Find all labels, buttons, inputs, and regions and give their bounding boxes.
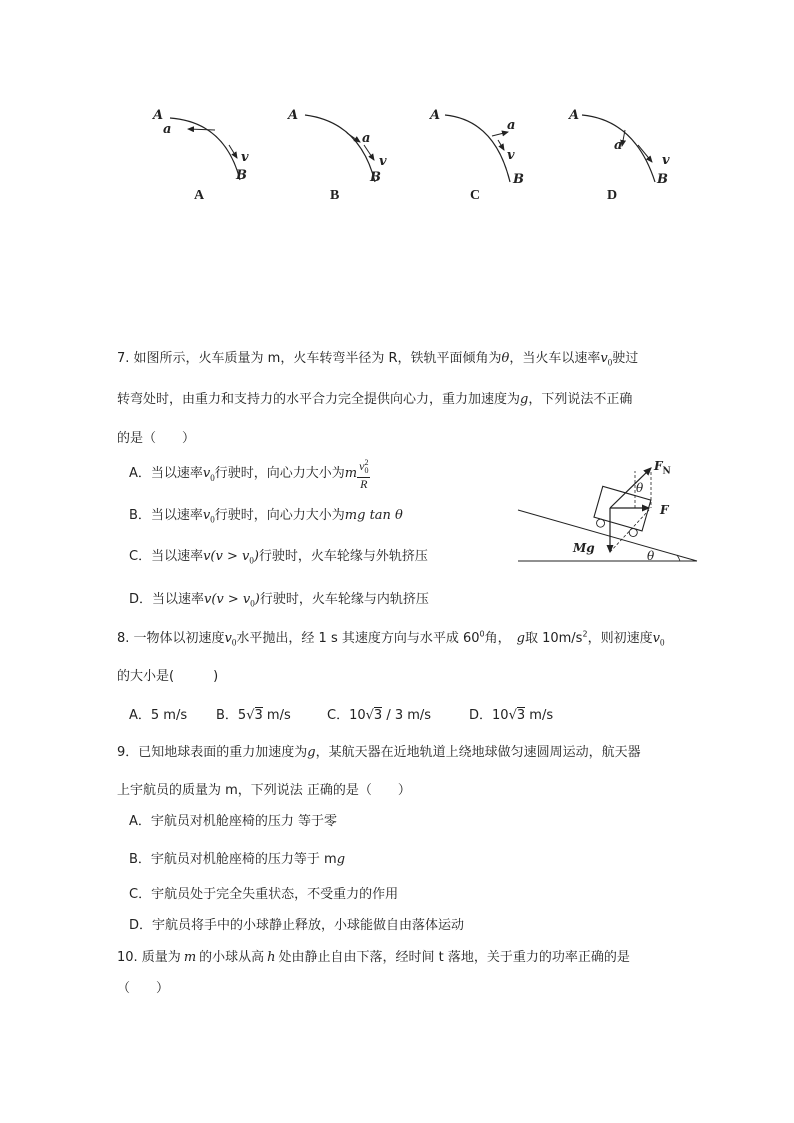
panel-a-end: B [236, 168, 247, 183]
q9-text: 9．已知地球表面的重力加速度为 [117, 745, 308, 760]
q7-option-d [129, 588, 429, 609]
q7-text: 驶过 [612, 351, 639, 366]
g-symbol: g [336, 852, 346, 867]
q8-line1 [117, 627, 664, 648]
q7-text: 转弯处时，由重力和支持力的水平合力完全提供向心力，重力加速度为 [117, 392, 521, 407]
panel-c-label: C [470, 188, 481, 203]
q9-option-b [129, 848, 345, 867]
panel-d-end: B [657, 172, 668, 187]
q7-option-a [129, 456, 370, 491]
panel-a-vel: v [241, 150, 249, 165]
g-symbol: g [307, 745, 316, 760]
panel-d-vel: v [662, 153, 670, 168]
fn-text: F [654, 459, 663, 473]
q7-line1 [117, 347, 638, 368]
panel-c-accel: a [507, 118, 516, 133]
panel-c-vel: v [507, 148, 515, 163]
option-text: m/s [529, 708, 554, 723]
q8-text: 取 10m/s [524, 631, 583, 646]
expr: v(v > v [203, 549, 250, 564]
panel-b-accel: a [362, 131, 371, 146]
v0-sub: 0 [210, 514, 215, 525]
option-text: 行驶时，火车轮缘与外轨挤压 [258, 549, 428, 564]
option-text: 行驶时，火车轮缘与内轨挤压 [259, 592, 429, 607]
option-text: 行驶时，向心力大小为 [214, 508, 345, 523]
q9-option-d: D．宇航员将手中的小球静止释放，小球能做自由落体运动 [129, 918, 465, 933]
q9-line1 [117, 741, 641, 760]
expr: mg tan θ [344, 508, 403, 523]
q8-text: 8. 一物体以初速度 [117, 631, 225, 646]
q8-option-a: A．5 m/s [129, 708, 188, 723]
frac-sup: 2 [364, 458, 369, 467]
option-text: C．当以速率 [129, 549, 204, 564]
degree-sup: 0 [479, 629, 485, 639]
diagram-fn-label [654, 459, 671, 476]
q7-line3: 的是（ ） [117, 431, 196, 446]
q7-text: 7. 如图所示，火车质量为 m，火车转弯半径为 R，铁轨平面倾角为 [117, 351, 502, 366]
q8-option-b: B．5√3 m/s [216, 708, 291, 723]
panel-b-start: A [288, 108, 299, 123]
option-text: B．当以速率 [129, 508, 203, 523]
q10-text: 的小球从高 [199, 950, 265, 965]
panel-b [305, 115, 375, 182]
expr: ) [253, 549, 259, 564]
q9-text: ，某航天器在近地轨道上绕地球做匀速圆周运动，航天器 [315, 745, 641, 760]
square-sup: 2 [582, 629, 588, 639]
panel-c [445, 115, 510, 182]
option-text: B．5 [216, 708, 247, 723]
q9-option-a: A．宇航员对机舱座椅的压力 等于零 [129, 814, 338, 829]
v0-symbol: v [652, 631, 660, 646]
v0-sub: 0 [210, 472, 215, 483]
v0-sub: 0 [607, 357, 613, 368]
panel-d-start: A [569, 108, 580, 123]
panel-c-end: B [513, 172, 524, 187]
q10-line2: （ ） [117, 981, 170, 996]
option-text: D．当以速率 [129, 592, 205, 607]
q9-option-c: C．宇航员处于完全失重状态，不受重力的作用 [129, 887, 399, 902]
v0-sub: 0 [250, 598, 255, 609]
option-text: A．当以速率 [129, 466, 203, 482]
panel-b-end: B [370, 170, 381, 185]
v0-symbol: v [202, 466, 211, 482]
panel-a-start: A [153, 108, 164, 123]
q10-text: 10. 质量为 [117, 950, 181, 965]
frac-num: v [359, 459, 365, 473]
q7-option-b [129, 504, 403, 525]
option-text: B．宇航员对机舱座椅的压力等于 m [129, 852, 337, 867]
panel-b-vel: v [379, 154, 387, 169]
panel-d-label: D [607, 188, 618, 203]
diagram-theta-bottom: θ [647, 549, 655, 563]
fn-sub: N [662, 466, 671, 477]
q8-text: 水平抛出，经 1 s 其速度方向与水平成 60 [236, 631, 480, 646]
panel-a [170, 118, 240, 180]
theta-symbol: θ [501, 351, 510, 366]
radicand: 3 [373, 708, 383, 723]
q10-line1 [117, 946, 630, 965]
frac-sub: 0 [364, 466, 369, 476]
option-text: 行驶时，向心力大小为 [214, 466, 345, 482]
q7-text: ，当火车以速率 [509, 351, 601, 366]
v0-sub: 0 [231, 637, 237, 648]
fraction [357, 456, 370, 491]
panel-d-accel: a [614, 138, 623, 153]
option-text: / 3 m/s [386, 708, 432, 723]
q9-line2: 上宇航员的质量为 m，下列说法 正确的是（ ） [117, 783, 411, 798]
g-symbol: g [516, 631, 525, 646]
expr: ) [254, 592, 260, 607]
incline-diagram [515, 455, 705, 570]
m-symbol: m [183, 950, 197, 965]
radicand: 3 [254, 708, 263, 723]
q8-option-d: D．10√3 m/s [469, 708, 554, 723]
panel-a-accel: a [163, 122, 172, 137]
q8-option-c: C．10√3 / 3 m/s [327, 708, 432, 723]
frac-den: R [360, 477, 368, 492]
v0-symbol: v [600, 351, 608, 366]
q7-text: ，下列说法不正确 [528, 392, 633, 407]
panel-b-label: B [330, 188, 340, 203]
v0-symbol: v [202, 508, 211, 523]
v0-sub: 0 [249, 555, 254, 566]
v0-symbol: v [224, 631, 232, 646]
q8-line2: 的大小是( ) [117, 669, 219, 684]
expr: v(v > v [204, 592, 251, 607]
g-symbol: g [520, 392, 529, 407]
q10-text: 处由静止自由下落，经时间 t 落地，关于重力的功率正确的是 [278, 950, 630, 965]
diagram-mg-label: Mg [573, 541, 595, 555]
q8-text: 角， [484, 631, 511, 646]
v0-sub: 0 [659, 637, 665, 648]
panel-c-start: A [430, 108, 441, 123]
q7-option-c [129, 545, 428, 566]
h-symbol: h [267, 950, 276, 965]
option-text: C．10 [327, 708, 366, 723]
option-text: D．10 [469, 708, 509, 723]
m-symbol: m [344, 466, 358, 482]
q8-text: ，则初速度 [587, 631, 653, 646]
option-text: m/s [266, 708, 291, 723]
diagram-f-label: F [660, 503, 669, 517]
diagram-theta-top: θ [636, 481, 644, 495]
panel-a-label: A [194, 188, 205, 203]
q7-line2 [117, 388, 632, 407]
radicand: 3 [516, 708, 526, 723]
